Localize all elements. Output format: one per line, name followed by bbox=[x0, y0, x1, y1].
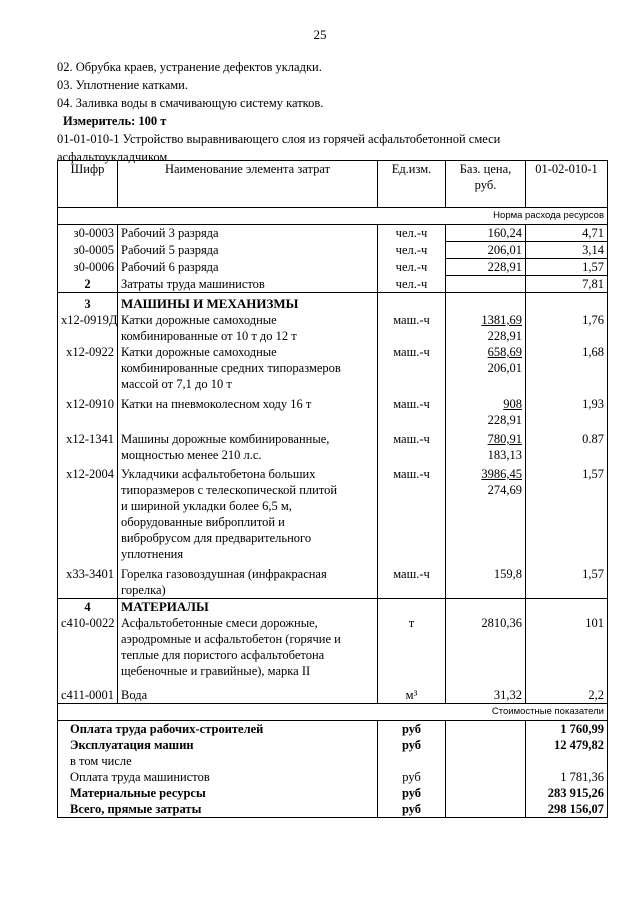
group-row-2 bbox=[58, 276, 608, 293]
cell-name: Рабочий 5 разряда bbox=[118, 242, 378, 259]
cell-name: Укладчики асфальтобетона больших типоразмеров с телескопической плитой и шириной укладки более 6,5 м, оборудованные виброплитой и вибробрусом для предварительного уплотнения bbox=[118, 463, 378, 562]
cell-price: 2810,36 bbox=[446, 615, 526, 679]
meter-line: Измеритель: 100 т bbox=[63, 114, 167, 128]
cell-unit: чел.-ч bbox=[378, 242, 446, 259]
summary-row bbox=[58, 737, 608, 753]
table-row bbox=[58, 312, 608, 344]
summary-unit: руб bbox=[378, 721, 446, 738]
summary-label: Материальные ресурсы bbox=[58, 785, 378, 801]
cell-price: 3986,45 274,69 bbox=[446, 463, 526, 562]
cell-unit: маш.-ч bbox=[378, 392, 446, 428]
cell-price: 908 228,91 bbox=[446, 392, 526, 428]
cell-unit: маш.-ч bbox=[378, 312, 446, 344]
cell-price: 780,91 183,13 bbox=[446, 428, 526, 463]
cell-name: Катки дорожные самоходные комбинированные средних типоразмеров массой от 7,1 до 10 т bbox=[118, 344, 378, 392]
cell-unit: чел.-ч bbox=[378, 276, 446, 293]
summary-row bbox=[58, 785, 608, 801]
summary-label: Оплата труда машинистов bbox=[58, 769, 378, 785]
group-title: МАТЕРИАЛЫ bbox=[118, 599, 378, 616]
summary-value: 298 156,07 bbox=[526, 801, 608, 818]
summary-unit: руб bbox=[378, 769, 446, 785]
cell-norm: 1,57 bbox=[526, 562, 608, 599]
cell-name: Рабочий 3 разряда bbox=[118, 225, 378, 242]
cell-price: 658,69 206,01 bbox=[446, 344, 526, 392]
cell-code: х33-3401 bbox=[58, 562, 118, 599]
cell-code: з0-0006 bbox=[58, 259, 118, 276]
table-row bbox=[58, 463, 608, 562]
group-name: Затраты труда машинистов bbox=[118, 276, 378, 293]
band-resources-row bbox=[58, 208, 608, 225]
summary-row bbox=[58, 769, 608, 785]
cell-price: 228,91 bbox=[446, 259, 526, 276]
summary-label: Эксплуатация машин bbox=[58, 737, 378, 753]
cell-unit: маш.-ч bbox=[378, 562, 446, 599]
cell-code: х12-0922 bbox=[58, 344, 118, 392]
cell-norm: 4,71 bbox=[526, 225, 608, 242]
summary-label: Всего, прямые затраты bbox=[58, 801, 378, 818]
group-number: 2 bbox=[58, 276, 118, 293]
intro-line: 03. Уплотнение катками. bbox=[57, 78, 188, 92]
band-costs: Стоимостные показатели bbox=[58, 704, 608, 721]
group-row-3 bbox=[58, 293, 608, 313]
intro-block bbox=[57, 58, 617, 164]
norm-table bbox=[57, 160, 608, 818]
header-code: Шифр bbox=[58, 161, 118, 208]
summary-row bbox=[58, 721, 608, 738]
table-row bbox=[58, 225, 608, 242]
cell-name: Асфальтобетонные смеси дорожные, аэродромные и асфальтобетон (горячие и теплые для пористого асфальтобетона щебеночные и гравийные), марка II bbox=[118, 615, 378, 679]
cell-unit: чел.-ч bbox=[378, 259, 446, 276]
cell-price: 160,24 bbox=[446, 225, 526, 242]
header-unit: Ед.изм. bbox=[378, 161, 446, 208]
cell-norm: 3,14 bbox=[526, 242, 608, 259]
cell-code: х12-2004 bbox=[58, 463, 118, 562]
cell-name: Горелка газовоздушная (инфракрасная горелка) bbox=[118, 562, 378, 599]
table-header bbox=[58, 161, 608, 208]
cell-name: Катки дорожные самоходные комбинированные от 10 т до 12 т bbox=[118, 312, 378, 344]
cell-norm: 1,57 bbox=[526, 463, 608, 562]
header-price: Баз. цена, руб. bbox=[446, 161, 526, 208]
cell-name: Вода bbox=[118, 679, 378, 704]
table-row bbox=[58, 679, 608, 704]
summary-label: Оплата труда рабочих-строителей bbox=[58, 721, 378, 738]
cell-norm: 101 bbox=[526, 615, 608, 679]
cell-name: Машины дорожные комбинированные, мощностью менее 210 л.с. bbox=[118, 428, 378, 463]
summary-unit: руб bbox=[378, 737, 446, 753]
cell-code: х12-1341 bbox=[58, 428, 118, 463]
cell-norm: 1,68 bbox=[526, 344, 608, 392]
group-number: 3 bbox=[58, 293, 118, 313]
table-row bbox=[58, 615, 608, 679]
cell-norm: 1,57 bbox=[526, 259, 608, 276]
cell-norm: 1,76 bbox=[526, 312, 608, 344]
cell-norm: 7,81 bbox=[526, 276, 608, 293]
group-number: 4 bbox=[58, 599, 118, 616]
cell-norm: 0.87 bbox=[526, 428, 608, 463]
table-row bbox=[58, 242, 608, 259]
summary-label: в том числе bbox=[58, 753, 378, 769]
cell-price: 206,01 bbox=[446, 242, 526, 259]
table-row bbox=[58, 392, 608, 428]
summary-value bbox=[526, 753, 608, 769]
summary-unit: руб bbox=[378, 801, 446, 818]
header-norm: 01-02-010-1 bbox=[526, 161, 608, 208]
cell-unit: чел.-ч bbox=[378, 225, 446, 242]
cell-price: 1381,69 228,91 bbox=[446, 312, 526, 344]
intro-line: 04. Заливка воды в смачивающую систему катков. bbox=[57, 96, 324, 110]
cell-unit: т bbox=[378, 615, 446, 679]
cell-code: с411-0001 bbox=[58, 679, 118, 704]
cell-code: з0-0005 bbox=[58, 242, 118, 259]
group-title: МАШИНЫ И МЕХАНИЗМЫ bbox=[118, 293, 378, 313]
cell-name: Рабочий 6 разряда bbox=[118, 259, 378, 276]
cell-norm: 2,2 bbox=[526, 679, 608, 704]
cell-code: х12-0919Д bbox=[58, 312, 118, 344]
summary-unit bbox=[378, 753, 446, 769]
table-row bbox=[58, 428, 608, 463]
cell-code: с410-0022 bbox=[58, 615, 118, 679]
band-costs-row bbox=[58, 704, 608, 721]
cell-price: 159,8 bbox=[446, 562, 526, 599]
table-row bbox=[58, 562, 608, 599]
cell-code: з0-0003 bbox=[58, 225, 118, 242]
group-row-4 bbox=[58, 599, 608, 616]
norm-title: 01-01-010-1 Устройство выравнивающего слоя из горячей асфальтобетонной смеси асфальтоукладчиком bbox=[57, 132, 501, 164]
summary-value: 12 479,82 bbox=[526, 737, 608, 753]
table-row bbox=[58, 259, 608, 276]
summary-row bbox=[58, 753, 608, 769]
summary-value: 1 760,99 bbox=[526, 721, 608, 738]
cell-price-empty bbox=[446, 276, 526, 293]
cell-unit: маш.-ч bbox=[378, 463, 446, 562]
cell-unit: м³ bbox=[378, 679, 446, 704]
summary-value: 283 915,26 bbox=[526, 785, 608, 801]
cell-name: Катки на пневмоколесном ходу 16 т bbox=[118, 392, 378, 428]
header-name: Наименование элемента затрат bbox=[118, 161, 378, 208]
cell-norm: 1,93 bbox=[526, 392, 608, 428]
summary-unit: руб bbox=[378, 785, 446, 801]
cell-code: х12-0910 bbox=[58, 392, 118, 428]
intro-line: 02. Обрубка краев, устранение дефектов укладки. bbox=[57, 60, 322, 74]
table-row bbox=[58, 344, 608, 392]
summary-row bbox=[58, 801, 608, 818]
band-resources: Норма расхода ресурсов bbox=[58, 208, 608, 225]
cell-unit: маш.-ч bbox=[378, 344, 446, 392]
cell-price: 31,32 bbox=[446, 679, 526, 704]
summary-value: 1 781,36 bbox=[526, 769, 608, 785]
cell-unit: маш.-ч bbox=[378, 428, 446, 463]
page-number: 25 bbox=[313, 27, 327, 42]
